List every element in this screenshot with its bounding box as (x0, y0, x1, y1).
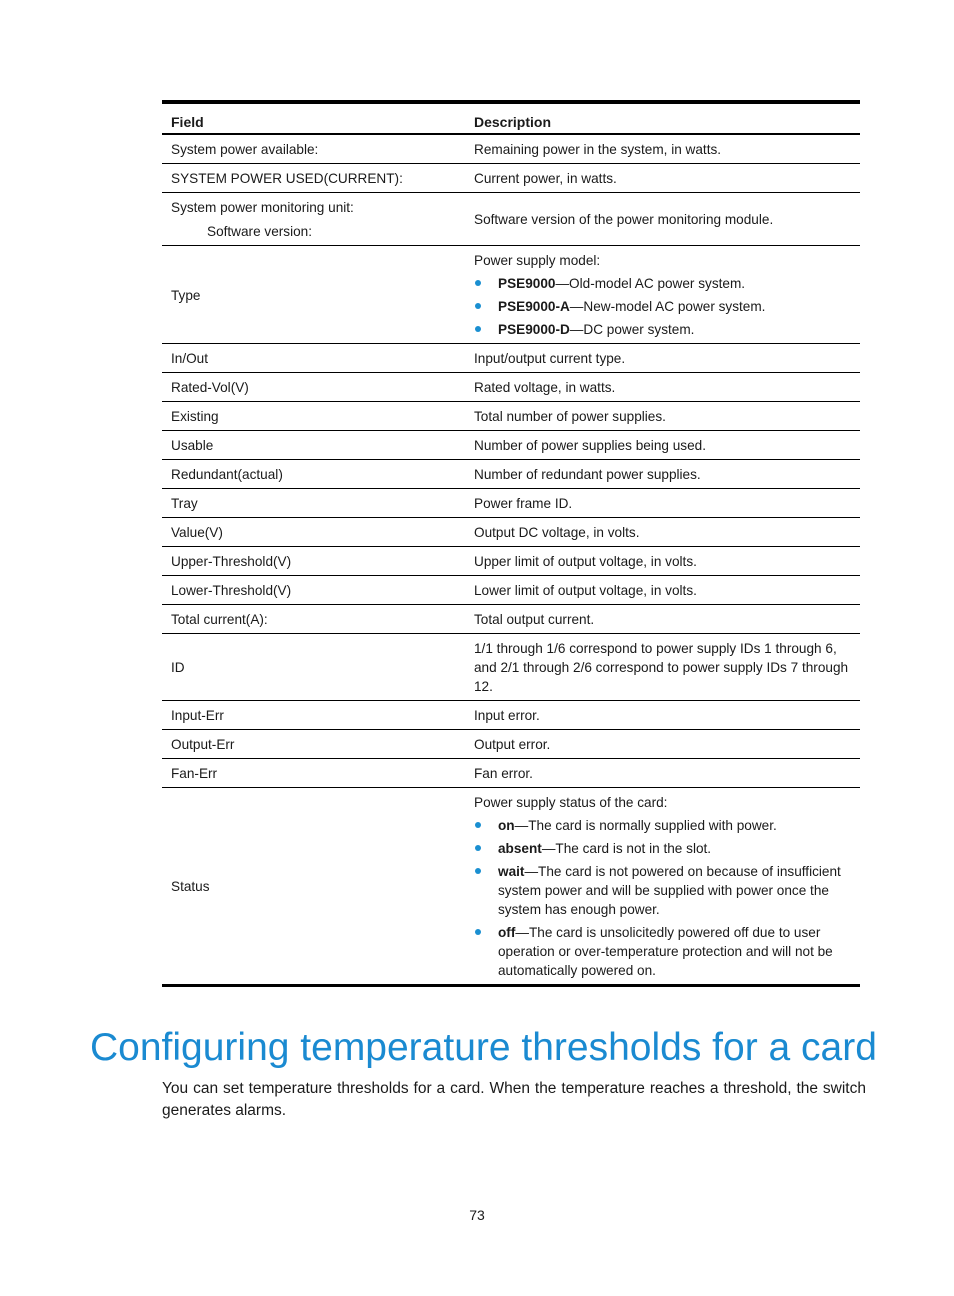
table-row (162, 246, 860, 344)
description-cell: Total number of power supplies. (465, 402, 860, 431)
field-cell: Input-Err (162, 701, 465, 730)
description-cell: Number of power supplies being used. (465, 431, 860, 460)
description-cell: Rated voltage, in watts. (465, 373, 860, 402)
description-cell: Power frame ID. (465, 489, 860, 518)
field-cell: SYSTEM POWER USED(CURRENT): (162, 164, 465, 193)
bullet-list (474, 274, 852, 339)
field-cell: Existing (162, 402, 465, 431)
description-cell (465, 788, 860, 986)
description-cell: Input/output current type. (465, 344, 860, 373)
field-sub-label: Software version: (207, 224, 313, 239)
description-cell: Fan error. (465, 759, 860, 788)
table-row (162, 134, 860, 164)
page-number: 73 (469, 1207, 485, 1223)
field-cell: Type (162, 246, 465, 344)
field-cell: Total current(A): (162, 605, 465, 634)
field-label: System power monitoring unit: (171, 200, 354, 215)
table-row (162, 193, 860, 246)
table-header-row (162, 102, 860, 134)
table-row (162, 518, 860, 547)
field-cell: Usable (162, 431, 465, 460)
table-row (162, 373, 860, 402)
description-cell: Number of redundant power supplies. (465, 460, 860, 489)
list-item (474, 923, 852, 980)
list-item (474, 320, 852, 339)
description-cell: Input error. (465, 701, 860, 730)
list-item (474, 816, 852, 835)
bullet-icon (475, 303, 481, 309)
description-cell: Remaining power in the system, in watts. (465, 134, 860, 164)
table-row (162, 164, 860, 193)
field-cell: Lower-Threshold(V) (162, 576, 465, 605)
bullet-text: —The card is normally supplied with power. (514, 818, 777, 833)
table-row (162, 576, 860, 605)
field-cell: Status (171, 879, 210, 894)
field-cell: Output-Err (162, 730, 465, 759)
description-cell: Upper limit of output voltage, in volts. (465, 547, 860, 576)
bullet-icon (475, 845, 481, 851)
bullet-term: PSE9000-D (498, 322, 570, 337)
table-row (162, 489, 860, 518)
field-cell: Value(V) (162, 518, 465, 547)
list-item (474, 297, 852, 316)
field-cell: Redundant(actual) (162, 460, 465, 489)
description-cell: Current power, in watts. (465, 164, 860, 193)
bullet-term: PSE9000 (498, 276, 556, 291)
table-row (162, 701, 860, 730)
table-row (162, 605, 860, 634)
field-cell: Tray (162, 489, 465, 518)
description-column-header: Description (465, 102, 860, 134)
table-row (162, 547, 860, 576)
list-item (474, 862, 852, 919)
description-cell: Output DC voltage, in volts. (465, 518, 860, 547)
bullet-text: —Old-model AC power system. (555, 276, 746, 291)
description-intro: Power supply model: (474, 253, 601, 268)
field-cell: In/Out (162, 344, 465, 373)
bullet-text: —DC power system. (569, 322, 695, 337)
bullet-text: —The card is not powered on because of insufficient system power and will be supplied with power once the system has enough power. (498, 864, 841, 917)
table-row (162, 344, 860, 373)
description-cell: Total output current. (465, 605, 860, 634)
description-cell: Software version of the power monitoring module. (465, 193, 860, 246)
field-cell: Rated-Vol(V) (162, 373, 465, 402)
bullet-icon (475, 280, 481, 286)
list-item (474, 274, 852, 293)
field-cell: Fan-Err (162, 759, 465, 788)
table-row (162, 788, 860, 986)
description-cell: Output error. (465, 730, 860, 759)
bullet-text: —New-model AC power system. (569, 299, 766, 314)
bullet-text: —The card is unsolicitedly powered off due to user operation or over-temperature protection and will not be automatically powered on. (498, 925, 833, 978)
list-item (474, 839, 852, 858)
table-row (162, 460, 860, 489)
description-cell (465, 246, 860, 344)
description-intro: Power supply status of the card: (474, 795, 668, 810)
bullet-icon (475, 868, 481, 874)
section-paragraph: You can set temperature thresholds for a card. When the temperature reaches a threshold, the switch generates alarms. (162, 1080, 866, 1119)
table-row (162, 431, 860, 460)
bullet-icon (475, 929, 481, 935)
field-cell (162, 193, 465, 246)
bullet-text: —The card is not in the slot. (541, 841, 712, 856)
bullet-icon (475, 822, 481, 828)
field-cell: ID (162, 634, 465, 701)
description-cell: Lower limit of output voltage, in volts. (465, 576, 860, 605)
table-row (162, 634, 860, 701)
description-cell: 1/1 through 1/6 correspond to power supply IDs 1 through 6, and 2/1 through 2/6 correspond to power supply IDs 7 through 12. (465, 634, 860, 701)
table-row (162, 730, 860, 759)
field-cell: System power available: (162, 134, 465, 164)
bullet-term: PSE9000-A (498, 299, 570, 314)
bullet-icon (475, 326, 481, 332)
field-cell: Upper-Threshold(V) (162, 547, 465, 576)
field-description-table (162, 100, 860, 987)
bullet-term: on (498, 818, 515, 833)
field-column-header: Field (162, 102, 465, 134)
bullet-term: wait (498, 864, 525, 879)
section-heading: Configuring temperature thresholds for a card (90, 1026, 877, 1069)
bullet-term: off (498, 925, 516, 940)
bullet-term: absent (498, 841, 542, 856)
bullet-list (474, 816, 852, 980)
table-row (162, 402, 860, 431)
table-row (162, 759, 860, 788)
